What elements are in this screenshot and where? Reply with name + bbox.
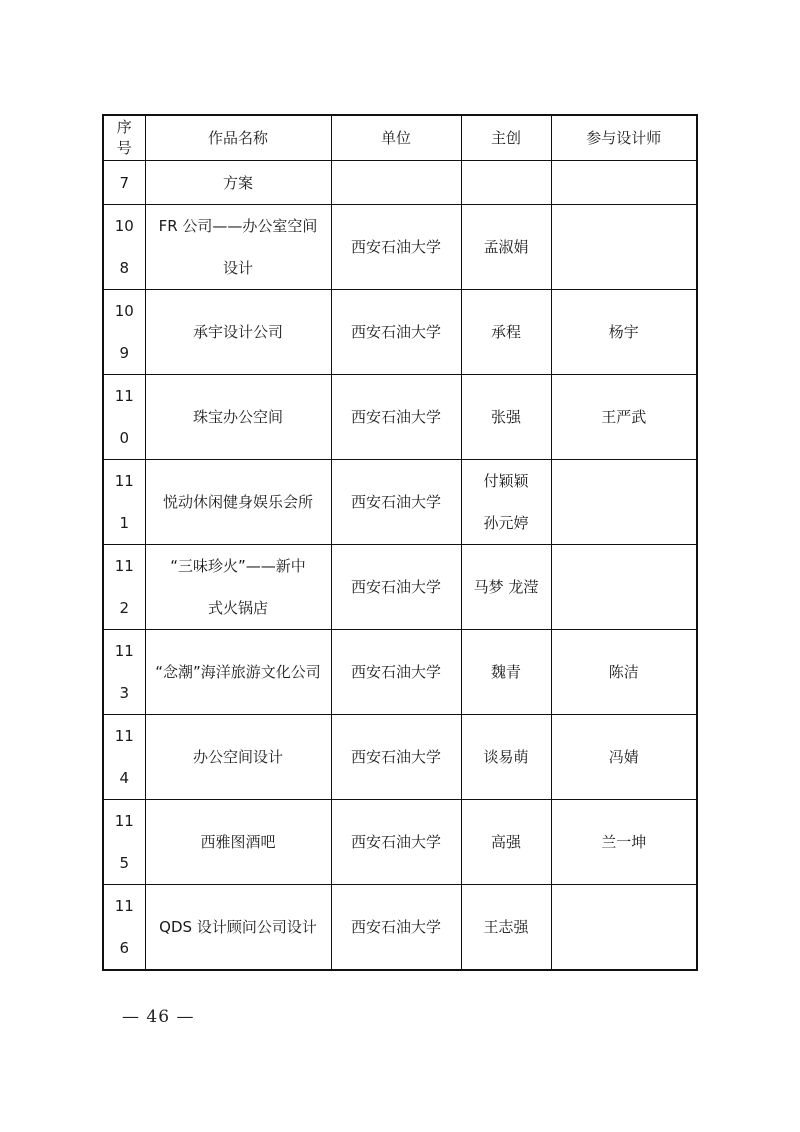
cell-work-name [145, 885, 331, 971]
cell-seq-line: 0 [119, 429, 130, 447]
cell-lead [461, 800, 551, 885]
cell-participants [551, 205, 697, 290]
cell-unit: 西安石油大学 [331, 545, 461, 630]
cell-work-name-line: 珠宝办公空间 [192, 408, 283, 426]
cell-lead-line: 孙元婷 [483, 514, 529, 532]
cell-seq [103, 715, 145, 800]
table-row [103, 885, 697, 971]
cell-participants: 杨宇 [551, 290, 697, 375]
cell-seq [103, 205, 145, 290]
cell-work-name [145, 545, 331, 630]
cell-work-name [145, 630, 331, 715]
cell-lead [461, 715, 551, 800]
cell-seq-line: 11 [114, 472, 134, 490]
header-seq-line1: 序 [116, 118, 132, 136]
cell-lead [461, 205, 551, 290]
cell-work-name [145, 205, 331, 290]
header-name: 作品名称 [145, 115, 331, 161]
cell-work-name [145, 800, 331, 885]
table-row [103, 161, 697, 205]
cell-work-name [145, 460, 331, 545]
cell-lead [461, 161, 551, 205]
header-participants: 参与设计师 [551, 115, 697, 161]
table-row [103, 800, 697, 885]
cell-seq-line: 3 [119, 684, 130, 702]
cell-work-name-line: QDS 设计顾问公司设计 [159, 918, 317, 936]
cell-seq-line: 1 [119, 514, 130, 532]
cell-work-name-line: “三味珍火”——新中 [170, 557, 306, 575]
cell-work-name [145, 715, 331, 800]
cell-lead [461, 290, 551, 375]
cell-participants [551, 545, 697, 630]
works-table [102, 114, 698, 971]
cell-participants: 兰一坤 [551, 800, 697, 885]
table-row [103, 290, 697, 375]
cell-seq-line: 10 [114, 302, 134, 320]
table-row [103, 460, 697, 545]
cell-lead-line: 高强 [490, 833, 521, 851]
cell-unit: 西安石油大学 [331, 375, 461, 460]
cell-participants: 王严武 [551, 375, 697, 460]
cell-lead-line: 王志强 [483, 918, 529, 936]
cell-seq-line: 6 [119, 939, 130, 957]
cell-lead-line: 张强 [490, 408, 521, 426]
table-body [103, 161, 697, 971]
cell-work-name-line: 办公空间设计 [192, 748, 283, 766]
cell-unit: 西安石油大学 [331, 205, 461, 290]
cell-work-name-line: 承宇设计公司 [192, 323, 283, 341]
cell-unit: 西安石油大学 [331, 800, 461, 885]
cell-participants [551, 885, 697, 971]
cell-lead [461, 460, 551, 545]
cell-work-name-line: 式火锅店 [207, 599, 268, 617]
cell-work-name-line: 设计 [222, 259, 253, 277]
header-lead: 主创 [461, 115, 551, 161]
table-row [103, 715, 697, 800]
cell-work-name-line: “念潮”海洋旅游文化公司 [155, 663, 321, 681]
cell-seq-line: 11 [114, 387, 134, 405]
cell-seq-line: 2 [119, 599, 130, 617]
cell-work-name-line: FR 公司——办公室空间 [158, 217, 318, 235]
cell-seq-line: 11 [114, 557, 134, 575]
cell-unit [331, 161, 461, 205]
cell-unit: 西安石油大学 [331, 715, 461, 800]
cell-lead [461, 885, 551, 971]
cell-seq-line: 10 [114, 217, 134, 235]
page-number: — 46 — [122, 1007, 195, 1027]
cell-work-name-line: 方案 [222, 173, 253, 192]
cell-seq-line: 5 [119, 854, 130, 872]
cell-seq-line: 11 [114, 812, 134, 830]
cell-seq [103, 800, 145, 885]
cell-lead-line: 马梦 龙滢 [473, 578, 539, 596]
cell-seq [103, 375, 145, 460]
table-header-row [103, 115, 697, 161]
table-row [103, 545, 697, 630]
cell-seq-line: 4 [119, 769, 130, 787]
cell-seq-line: 11 [114, 642, 134, 660]
table-row [103, 375, 697, 460]
cell-lead-line: 承程 [490, 323, 521, 341]
cell-work-name [145, 161, 331, 205]
cell-unit: 西安石油大学 [331, 630, 461, 715]
cell-lead [461, 630, 551, 715]
cell-unit: 西安石油大学 [331, 290, 461, 375]
header-seq [103, 115, 145, 161]
cell-lead-line: 孟淑娟 [483, 238, 529, 256]
table-row [103, 205, 697, 290]
cell-seq-line: 11 [114, 727, 134, 745]
table-row [103, 630, 697, 715]
cell-seq [103, 161, 145, 205]
header-seq-line2: 号 [116, 139, 132, 157]
cell-seq-line: 9 [119, 344, 130, 362]
cell-seq-line: 8 [119, 259, 130, 277]
cell-participants: 冯婧 [551, 715, 697, 800]
cell-participants: 陈洁 [551, 630, 697, 715]
cell-seq [103, 460, 145, 545]
cell-work-name-line: 悦动休闲健身娱乐会所 [162, 493, 313, 511]
cell-lead [461, 375, 551, 460]
cell-lead-line: 魏青 [490, 663, 521, 681]
cell-participants [551, 460, 697, 545]
cell-work-name [145, 375, 331, 460]
cell-seq-line: 11 [114, 897, 134, 915]
cell-unit: 西安石油大学 [331, 885, 461, 971]
header-unit: 单位 [331, 115, 461, 161]
cell-seq [103, 630, 145, 715]
cell-seq [103, 545, 145, 630]
cell-work-name-line: 西雅图酒吧 [200, 833, 276, 851]
cell-work-name [145, 290, 331, 375]
cell-participants [551, 161, 697, 205]
cell-lead-line: 付颖颖 [483, 472, 529, 490]
cell-seq-line: 7 [119, 173, 130, 192]
cell-unit: 西安石油大学 [331, 460, 461, 545]
cell-seq [103, 290, 145, 375]
cell-lead-line: 谈易萌 [483, 748, 529, 766]
cell-seq [103, 885, 145, 971]
cell-lead [461, 545, 551, 630]
